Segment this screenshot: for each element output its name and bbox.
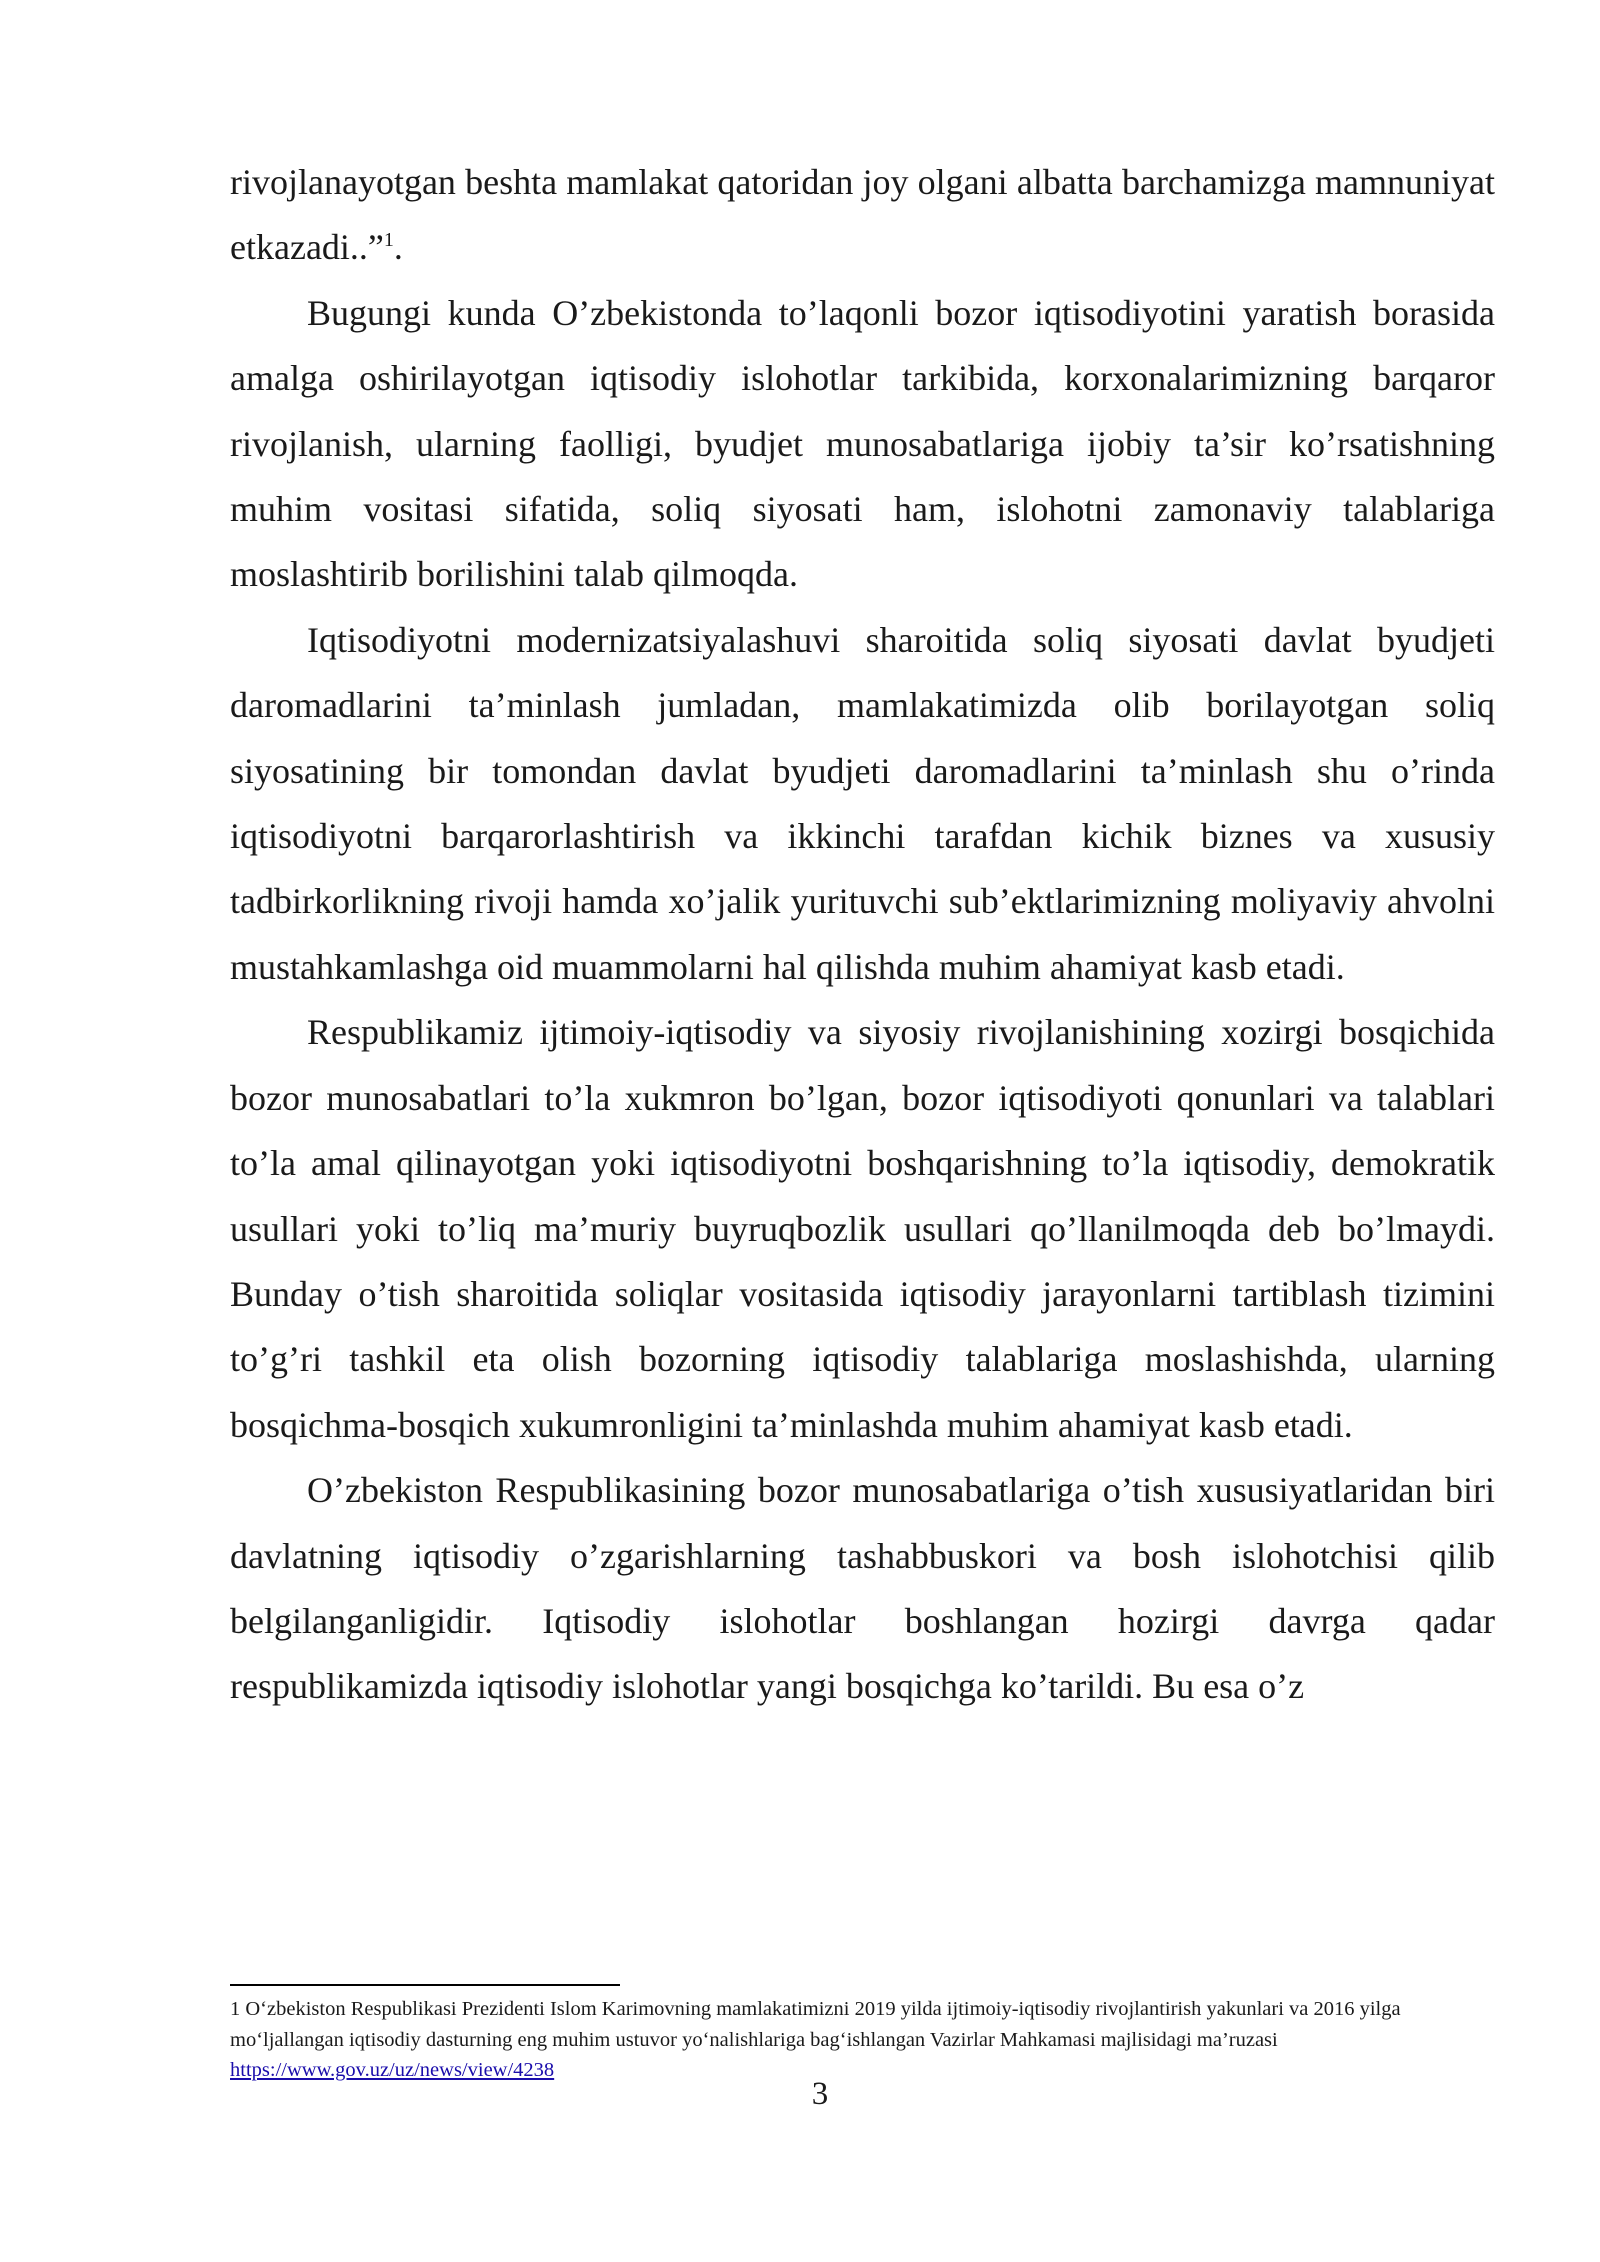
document-body [230, 150, 1495, 1720]
paragraph-3: Iqtisodiyotni modernizatsiyalashuvi sharoitida soliq siyosati davlat byudjeti daromadlarini ta’minlash jumladan, mamlakatimizda olib borilayotgan soliq siyosatining bir tomondan davlat byudjeti daromadlarini ta’minlash shu o’rinda iqtisodiyotni barqarorlashtirish va ikkinchi tarafdan kichik biznes va xususiy tadbirkorlikning rivoji hamda xo’jalik yurituvchi sub’ektlarimizning moliyaviy ahvolni mustahkamlashga oid muammolarni hal qilishda muhim ahamiyat kasb etadi. [230, 619, 1495, 987]
footnote-text: O‘zbekiston Respublikasi Prezidenti Islom Karimovning mamlakatimizni 2019 yilda ijtimoiy-iqtisodiy rivojlantirish yakunlari va 2016 yilga mo‘ljallangan iqtisodiy dasturning eng muhim ustuvor yo‘nalishlariga bag‘ishlangan Vazirlar Mahkamasi majlisidagi ma’ruzasi [230, 1998, 1401, 2051]
footnote-ref[interactable]: 1 [383, 229, 394, 252]
footnote-number: 1 [230, 1998, 241, 2020]
paragraph-1-tail: . [393, 227, 403, 268]
page-number: 3 [811, 2076, 829, 2112]
paragraph-4: Respublikamiz ijtimoiy-iqtisodiy va siyosiy rivojlanishining xozirgi bosqichida bozor munosabatlari to’la xukmron bo’lgan, bozor iqtisodiyoti qonunlari va talablari to’la amal qilinayotgan yoki iqtisodiyotni boshqarishning to’la iqtisodiy, demokratik usullari yoki to’liq ma’muriy buyruqbozlik usullari qo’llanilmoqda deb bo’lmaydi. Bunday o’tish sharoitida soliqlar vositasida iqtisodiy jarayonlarni tartiblash tizimini to’g’ri tashkil eta olish bozorning iqtisodiy talablariga moslashishda, ularning bosqichma-bosqich xukumronligini ta’minlashda muhim ahamiyat kasb etadi. [230, 1012, 1495, 1445]
paragraph-5: O’zbekiston Respublikasining bozor munosabatlariga o’tish xususiyatlaridan biri davlatning iqtisodiy o’zgarishlarning tashabbuskori va bosh islohotchisi qilib belgilanganligidir. Iqtisodiy islohotlar boshlangan hozirgi davrga qadar respublikamizda iqtisodiy islohotlar yangi bosqichga ko’tarildi. Bu esa o’z [230, 1470, 1495, 1707]
footnote-separator [230, 1984, 620, 1986]
paragraph-1 [230, 150, 1495, 281]
footnote-link[interactable]: https://www.gov.uz/uz/news/view/4238 [230, 2059, 555, 2081]
footnote [230, 1994, 1410, 2086]
paragraph-2: Bugungi kunda O’zbekistonda to’laqonli bozor iqtisodiyotini yaratish borasida amalga oshirilayotgan iqtisodiy islohotlar tarkibida, korxonalarimizning barqaror rivojlanish, ularning faolligi, byudjet munosabatlariga ijobiy ta’sir ko’rsatishning muhim vositasi sifatida, soliq siyosati ham, islohotni zamonaviy talablariga moslashtirib borilishini talab qilmoqda. [230, 292, 1495, 595]
paragraph-1-text: rivojlanayotgan beshta mamlakat qatoridan joy olgani albatta barchamizga mamnuniyat etkazadi..” [230, 162, 1495, 268]
